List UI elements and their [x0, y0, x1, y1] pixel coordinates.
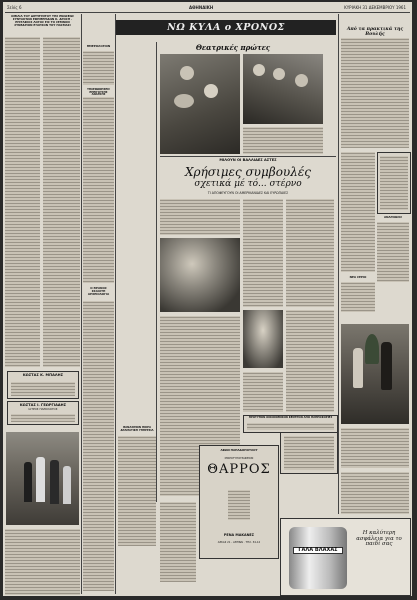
- banner: ΝΩ ΚΥΛΑ ο ΧΡΟΝΟΣ: [116, 20, 336, 35]
- right-title: Από τα πρακτικά της Βουλής: [346, 27, 404, 37]
- text-block: [243, 372, 283, 412]
- ad-box: [7, 401, 79, 425]
- ad-box-title: ΚΩΣΤΑΣ Κ. ΜΠΑΛΗΣ: [22, 373, 64, 377]
- page-date: ΚΥΡΙΑΚΗ 31 ΔΕΚΕΜΒΡΙΟΥ 1961: [344, 5, 406, 10]
- main-subtitle: ΤΙ ΑΠΟΦΕΥΓΟΥΝ ΟΙ ΑΜΕΡΙΚΑΝΙΔΕΣ ΚΑΙ ΕΥΡΩΠΑΙΕΣ: [207, 191, 289, 195]
- caption: ΝΕΑ ΣΕΡΙΟ: [349, 275, 367, 279]
- section-rule: [160, 156, 336, 157]
- face: [174, 94, 194, 108]
- left-column: [5, 15, 80, 595]
- header-rule: [5, 12, 410, 13]
- portrait-photo: [243, 310, 283, 368]
- milk-brand: ΓΑΛΑ ΒΛΑΧΑΣ: [293, 547, 343, 554]
- side-label: Ο ΘΡΑΝΟΣ ΣΚΑΛΙΤΗ: [90, 286, 107, 293]
- face: [253, 64, 265, 76]
- tree: [365, 334, 379, 364]
- text-block: [11, 382, 75, 396]
- kicker: ΜΙΛΟΥΝ ΟΙ ΒΑΛΛΙΔΕΣ ΑΣΤΕΣ: [219, 158, 277, 162]
- figure: [50, 460, 59, 504]
- page-number: Σελίς 6: [7, 5, 22, 10]
- column-rule: [338, 14, 339, 514]
- ad-bottom-address: ΑΡΚΑΣ 21 - ΑΘΗΝΑΙ · ΤΗΛ. 34-12: [217, 541, 261, 544]
- milk-can: [289, 527, 347, 589]
- left-headline: ΟΜΙΛΙΑ ΤΟΥ ΔΙΕΥΘΥΝΤΟΥ ΤΗΣ ΕΝΩΣΕΩΣ ΣΥΝΤΑΚΤΩΝ ΕΦΗΜΕΡΙΔΩΝ Κ. ΔΡΟΣΗ · ΕΠΙΤΑΦΙΟΣ ΛΟΓΟΣ ΕΙΣ ΤΟ ΣΕΜΝΟΝ ΣΥΝΕΔΡΙΟΝ ΕΞΑΡΧΟΝ ΤΟΥ ΠΑΣΜΑΣΙ: [11, 15, 74, 27]
- milk-ad: [280, 518, 411, 596]
- ad-box-subtitle: ΙΑΤΡΟΣ ΠΑΘΟΛΟΓΟΣ: [28, 406, 58, 411]
- text-block: [83, 97, 114, 283]
- tharros-ad: [199, 445, 279, 559]
- theatre-photo-left: [160, 54, 240, 154]
- text-block: [377, 222, 409, 282]
- text-block: [380, 156, 408, 210]
- dance-photo: [341, 324, 409, 424]
- ad-top-line: ΑΦΩΝ ΠΑΠΑΔΟΠΟΥΛΟΥ: [220, 448, 258, 452]
- text-block: [341, 428, 409, 468]
- woman-photo: [160, 238, 240, 312]
- notice-title: ΠΡΟΤΥΠΟΝ ΟΙΚΟΝΟΜΙΚΟΝ ΚΕΝΤΡΟΝ ΑΠΟ ΠΛΗΡΟΦΟΡΙΕΣ: [248, 416, 333, 419]
- figure: [381, 342, 392, 390]
- text-block: [118, 436, 156, 546]
- face: [295, 74, 308, 87]
- calendar-column: [83, 15, 114, 595]
- column-rule: [115, 14, 116, 594]
- paper-name: ΑΘΗΝΑΙΚΗ: [189, 5, 214, 10]
- ad-bottom: ΡΕΝΑ ΜΑΚΑΝΕΣ: [223, 533, 255, 537]
- ad-word: ΜΙΚΡΟΤΥΠΟΓΡΑΦΕΙΟΝ: [224, 456, 254, 460]
- face: [204, 84, 218, 98]
- ad-name: ΘΑΡΡΟΣ: [207, 461, 271, 477]
- ad-box: [7, 371, 79, 399]
- text-block: [11, 414, 75, 422]
- figure: [36, 457, 45, 502]
- text-block: [83, 51, 114, 85]
- main-title-line1: Χρήσιμες συμβουλές: [185, 165, 311, 179]
- small-heading: ΘΑΝΑΣΙΜΟΝ ΠΙΚΡΑ ΔΡΑΜΑΤΙΚΗ ΥΠΗΡΕΣΙΑ: [120, 426, 154, 432]
- theatre-title: Θεατρικές πρώτες: [195, 43, 271, 52]
- text-block: [341, 282, 375, 312]
- text-block: [286, 310, 334, 412]
- calendar-subheading: ΤΗΛΕΦΩΝΗΣΕΙΣ ΕΠΕΙΓΟΥΣΗΣ ΑΝΑΓΚΗΣ: [87, 88, 110, 97]
- text-block: [228, 490, 250, 520]
- text-block: [43, 37, 80, 367]
- text-block: [286, 199, 334, 307]
- calendar-heading: ΗΜΕΡΟΛΟΓΙΟΝ: [86, 44, 111, 48]
- side-label: ΑΡΧΕΙΟΛΟΓΙΑ: [87, 292, 110, 296]
- text-block: [284, 436, 334, 470]
- notice-box: [280, 432, 338, 474]
- figure: [63, 466, 71, 504]
- theatre-photo-right: [243, 54, 323, 124]
- face: [180, 66, 194, 80]
- milk-slogan: Η καλύτερη ασφάλεια για το παιδί σας: [356, 530, 402, 548]
- text-block: [341, 152, 375, 272]
- figure: [353, 348, 363, 388]
- text-block: [5, 37, 40, 367]
- caption: ΑΝΑΓΝΩΣΙΣ: [383, 215, 403, 219]
- text-block: [160, 502, 196, 582]
- column-rule: [156, 42, 157, 502]
- face: [273, 68, 285, 80]
- notice-box: [243, 415, 338, 433]
- page-header: [3, 4, 412, 12]
- ad-box-title: ΚΩΣΤΑΣ Ι. ΓΕΩΡΓΙΑΔΗΣ: [19, 403, 67, 407]
- text-block: [341, 38, 409, 148]
- notice-box: [377, 152, 411, 214]
- text-block: [243, 127, 323, 154]
- column-rule: [81, 14, 82, 594]
- street-photo: [6, 432, 79, 525]
- newspaper-page: [3, 2, 412, 596]
- main-title-line2: σχετικά μέ τό... στέρνο: [194, 179, 302, 189]
- figure: [24, 462, 32, 502]
- text-block: [243, 199, 283, 307]
- text-block: [83, 301, 114, 591]
- text-block: [160, 199, 240, 235]
- text-block: [5, 529, 80, 595]
- text-block: [341, 472, 409, 514]
- text-block: [247, 423, 334, 430]
